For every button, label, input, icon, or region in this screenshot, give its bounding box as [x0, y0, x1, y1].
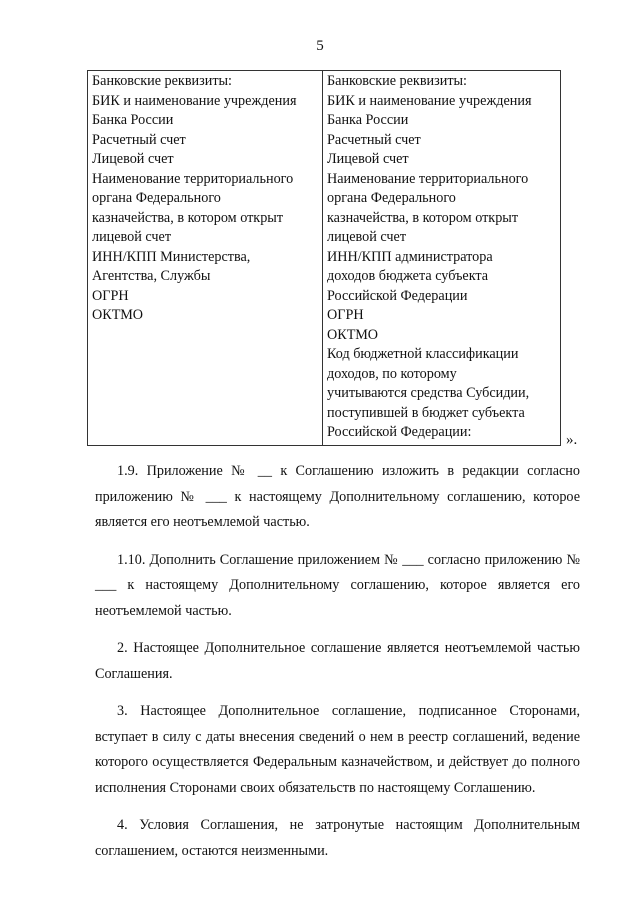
- agreement-text: [95, 459, 580, 876]
- table-line: Лицевой счет: [92, 151, 174, 167]
- table-line: Расчетный счет: [92, 131, 186, 148]
- table-line: Расчетный счет: [327, 131, 421, 148]
- paragraph-1-10: 1.10. Дополнить Соглашение приложением № ___ согласно приложению № ___ к настоящему Дополнительному соглашению, которое является его неотъемлемой частью.: [95, 551, 580, 619]
- table-line: Банка России: [327, 112, 409, 128]
- table-line: ОГРН: [92, 287, 129, 304]
- table-line: органа Федерального: [327, 190, 456, 206]
- table-line: ОКТМО: [327, 326, 379, 343]
- table-line: лицевой счет: [92, 229, 172, 245]
- closing-quote: ».: [566, 432, 578, 448]
- table-line: Банка России: [92, 112, 174, 128]
- table-line: БИК и наименование учреждения: [327, 92, 532, 109]
- table-line: лицевой счет: [327, 229, 407, 245]
- table-line: Наименование территориального: [92, 170, 294, 187]
- paragraph-4: 4. Условия Соглашения, не затронутые настоящим Дополнительным соглашением, остаются неизменными.: [95, 817, 580, 859]
- table-line: ОКТМО: [92, 307, 144, 323]
- table-line: ИНН/КПП администратора: [327, 248, 493, 265]
- table-line: Код бюджетной классификации: [327, 346, 519, 362]
- table-line: Банковские реквизиты:: [92, 73, 232, 89]
- table-line: ОГРН: [327, 307, 364, 323]
- bank-details-table: [87, 70, 561, 446]
- table-line: Российской Федерации: [327, 287, 468, 304]
- paragraph-1-9: 1.9. Приложение № __ к Соглашению изложить в редакции согласно приложению № ___ к настоящему Дополнительному соглашению, которое является его неотъемлемой частью.: [95, 463, 580, 530]
- table-line: учитываются средства Субсидии,: [327, 385, 530, 401]
- region-details-cell: [323, 71, 561, 446]
- table-line: казначейства, в котором открыт: [327, 209, 519, 226]
- page-number: 5: [316, 38, 324, 54]
- table-line: казначейства, в котором открыт: [92, 209, 284, 226]
- table-line: Наименование территориального: [327, 170, 529, 187]
- paragraph-2: 2. Настоящее Дополнительное соглашение является неотъемлемой частью Соглашения.: [95, 640, 580, 682]
- table-line: доходов бюджета субъекта: [327, 268, 489, 284]
- table-line: Лицевой счет: [327, 151, 409, 167]
- table-line: Агентства, Службы: [92, 268, 211, 284]
- table-line: ИНН/КПП Министерства,: [92, 248, 251, 265]
- ministry-details-cell: [88, 71, 323, 446]
- table-line: органа Федерального: [92, 190, 221, 206]
- table-line: Банковские реквизиты:: [327, 73, 467, 89]
- table-line: поступившей в бюджет субъекта: [327, 404, 525, 421]
- table-row: [88, 71, 561, 446]
- paragraph-3: 3. Настоящее Дополнительное соглашение, подписанное Сторонами, вступает в силу с даты внесения сведений о нем в реестр соглашений, ведение которого осуществляется Федеральным казначейством, и действует до полного исполнения Сторонами своих обязательств по настоящему Соглашению.: [95, 703, 580, 796]
- table-line: доходов, по которому: [327, 365, 457, 382]
- table-line: Российской Федерации:: [327, 424, 472, 440]
- table-line: БИК и наименование учреждения: [92, 92, 297, 109]
